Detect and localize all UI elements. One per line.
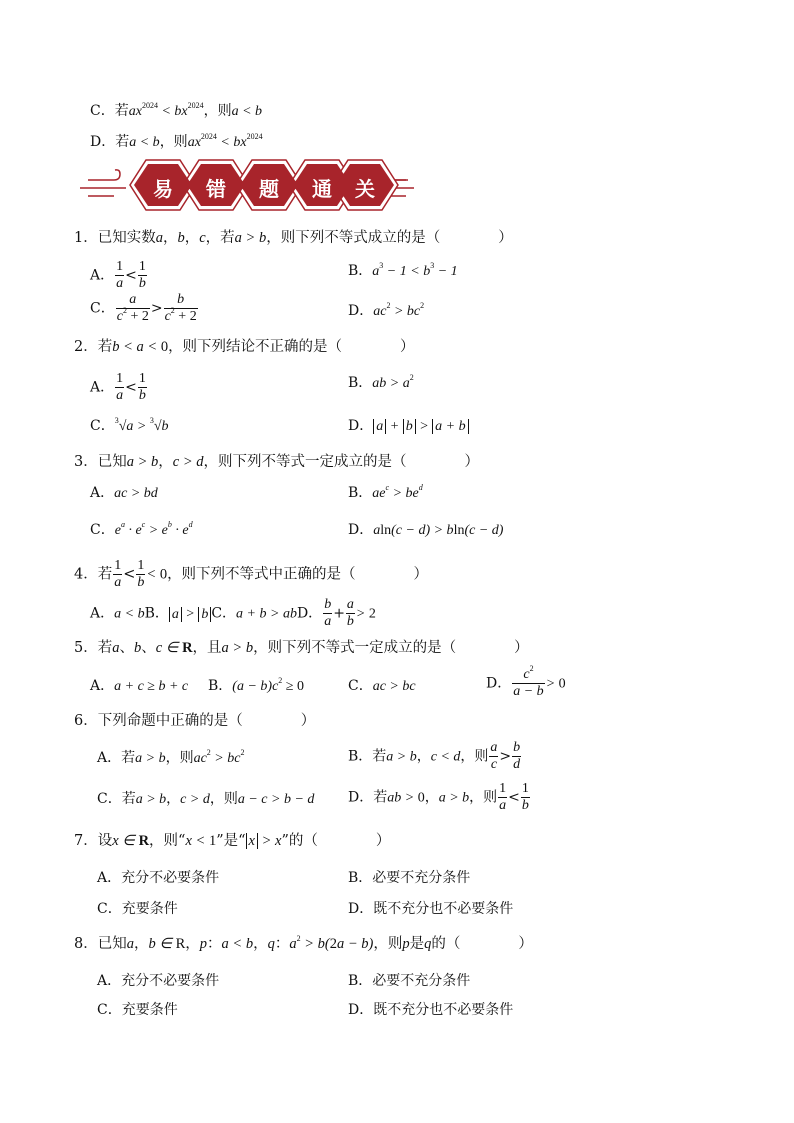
q3-option-a: A．ac > bd: [90, 485, 158, 501]
q7-option-c: C．充要条件: [97, 901, 178, 917]
q8-option-c: C．充要条件: [97, 1002, 178, 1018]
q5-stem: 5．若a、b、c ∈ R，且a > b，则下列不等式一定成立的是（ ）: [74, 640, 529, 656]
q2-option-b: B．ab > $a^2$: [348, 373, 414, 391]
q7-stem: 7．设x ∈ R，则“x < 1”是“ x > x”的（ ）: [74, 833, 391, 849]
q2-stem: 2．若b < a < 0，则下列结论不正确的是（ ）: [74, 339, 415, 355]
q1-stem: 1．已知实数a，b，c，若a > b，则下列不等式成立的是（ ）: [74, 230, 513, 246]
q2-option-c: C．$^3$√a > $^3$√b: [90, 416, 169, 434]
prev-option-d: D．若a < b，则$ax^{2024} < bx^{2024}$: [90, 132, 263, 150]
prev-option-c: C．若$ax^{2024} < bx^{2024}$，则a < b: [90, 101, 263, 119]
q5-option-a: A．a + c ≥ b + c: [90, 678, 189, 694]
q8-option-d: D．既不充分也不必要条件: [348, 1002, 514, 1018]
q7-option-a: A．充分不必要条件: [97, 870, 220, 886]
banner-char-5: 关: [355, 177, 375, 201]
q1-option-d: D．$ac^2 > bc^2$: [348, 301, 425, 319]
q8-option-b: B．必要不充分条件: [348, 973, 471, 989]
q4-options: A．a < bB． a > b C．a + b > abD． $\frac{b}{a}$ + $\frac{a}{b}$ > 2: [90, 597, 376, 629]
q6-stem: 6．下列命题中正确的是（ ）: [74, 713, 316, 729]
q5-option-d: D． $\frac{c^2}{a - b}$ > 0: [486, 664, 566, 699]
q6-option-c: C．若a > b，c > d，则a − c > b − d: [97, 791, 315, 807]
banner-char-1: 易: [153, 177, 173, 201]
q6-option-d: D．若ab > 0，a > b，则 $\frac{1}{a}$ < $\frac{1}{b}$: [348, 781, 529, 813]
q6-option-b: B．若a > b，c < d，则 $\frac{a}{c}$ > $\frac{b}{d}$: [348, 740, 521, 772]
banner-char-4: 通: [312, 177, 332, 201]
q2-option-a: A． $\frac{1}{a}$ < $\frac{1}{b}$: [90, 371, 146, 403]
q7-option-b: B．必要不充分条件: [348, 870, 471, 886]
q5-option-c: C．ac > bc: [348, 678, 416, 694]
q2-option-d: D． a + b > a + b: [348, 417, 469, 436]
q8-option-a: A．充分不必要条件: [97, 973, 220, 989]
section-banner: [74, 158, 420, 212]
q6-option-a: A．若a > b，则$ac^2 > bc^2$: [97, 748, 245, 766]
banner-char-2: 错: [206, 177, 226, 201]
q1-option-b: B．$a^3 - 1 < b^3 - 1$: [348, 261, 458, 279]
q8-stem: 8．已知a，b ∈ R，p：a < b，q：$a^2 > b(2a - b)$，则p是q的（ ）: [74, 934, 533, 952]
q4-stem: 4．若 $\frac{1}{a}$ < $\frac{1}{b}$ < 0，则下列不等式中正确的是（ ）: [74, 558, 429, 590]
banner-char-3: 题: [259, 177, 279, 201]
q3-option-b: B．$ae^c > be^d$: [348, 483, 423, 501]
q1-option-a: A． $\frac{1}{a}$ < $\frac{1}{b}$: [90, 259, 146, 291]
q3-stem: 3．已知a > b，c > d，则下列不等式一定成立的是（ ）: [74, 454, 480, 470]
q7-option-d: D．既不充分也不必要条件: [348, 901, 514, 917]
q5-option-b: B．$(a - b)c^2 \ge 0$: [208, 676, 304, 694]
q3-option-d: D．aln(c − d) > bln(c − d): [348, 522, 504, 538]
q3-option-c: C．$e^a \cdot e^c > e^b \cdot e^d$: [90, 520, 193, 538]
q1-option-c: C． $\frac{a}{c^2 + 2}$ > $\frac{b}{c^2 + 2}$: [90, 292, 197, 324]
